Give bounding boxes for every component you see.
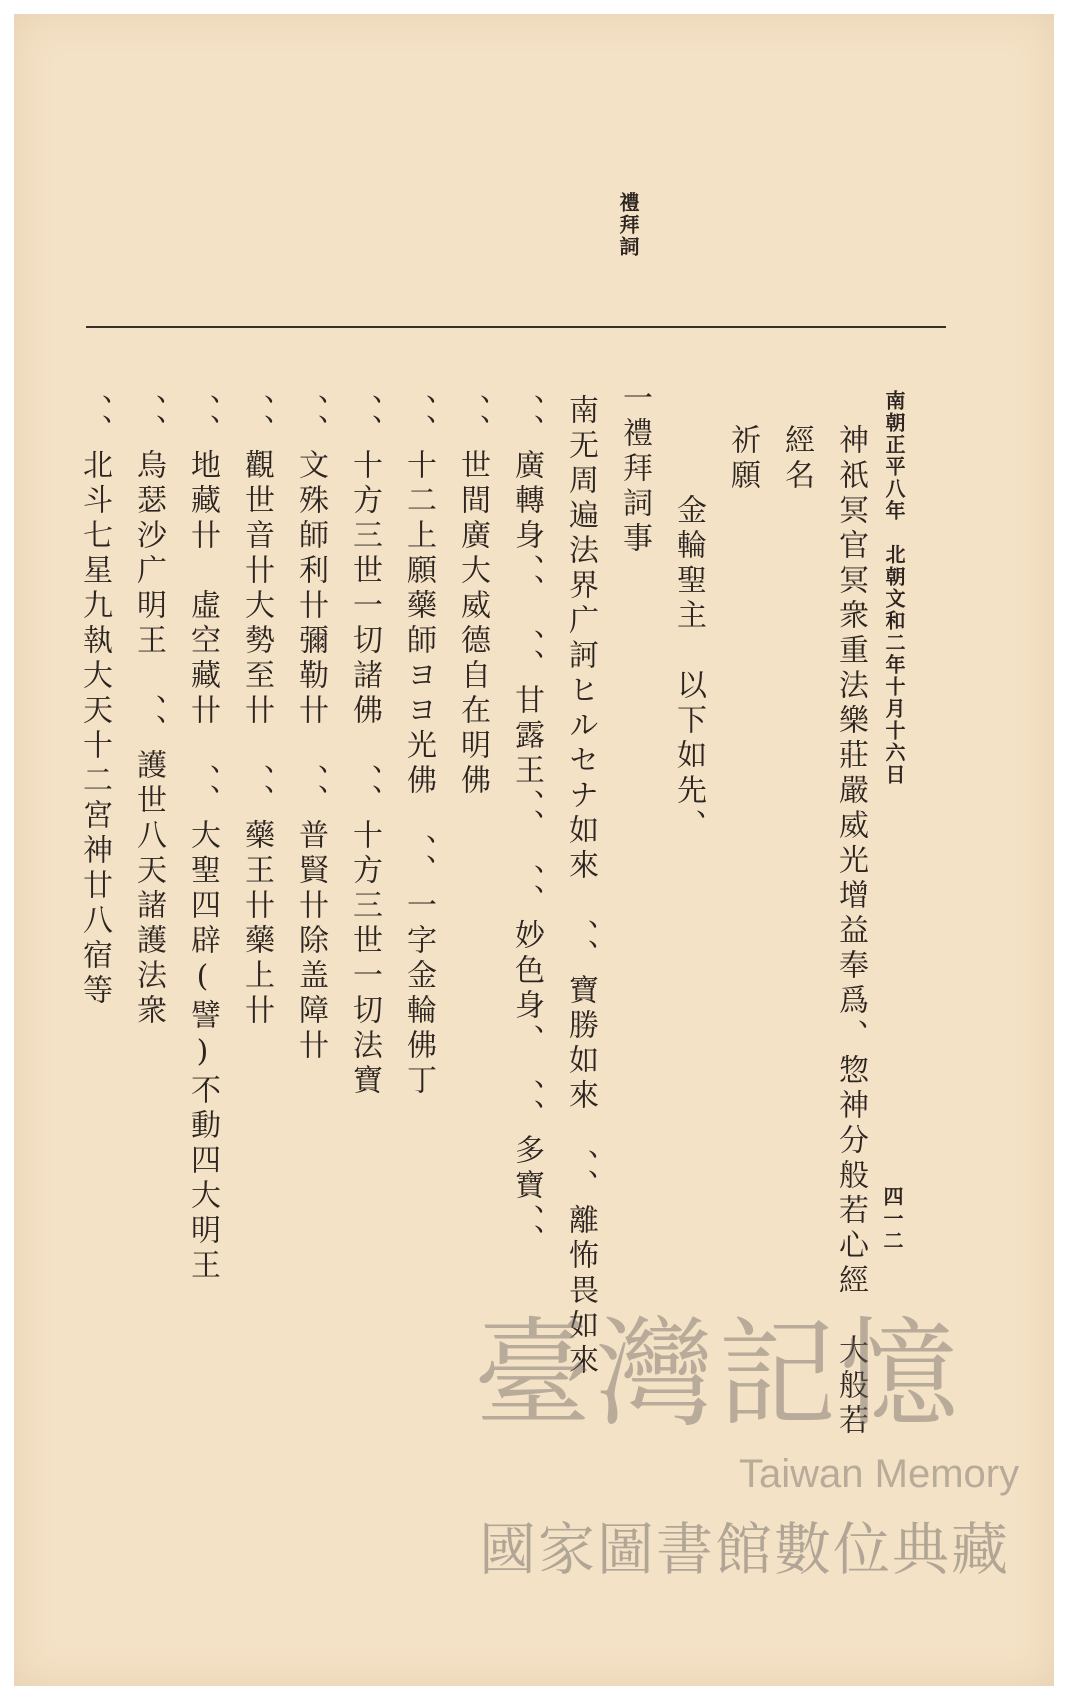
text-column: 、、文殊師利卄彌勒卄 、、普賢卄除盖障卄: [293, 394, 328, 1064]
text-column: 、、烏瑟沙广明王 、、護世八天諸護法衆: [131, 394, 166, 1029]
header-rule: [86, 326, 946, 328]
text-column: 金輪聖主 以下如先、: [671, 494, 706, 844]
text-column: 、、廣轉身、、 、、甘露王、、 、、妙色身、 、、多寶、、: [509, 394, 544, 1259]
text-column: 祈願: [725, 424, 760, 494]
text-column: 、、北斗七星九執大天十二宮神廿八宿等: [77, 394, 112, 1009]
date-column: 南朝正平八年 北朝文和二年十月十六日: [882, 390, 906, 786]
text-column: 、、地藏卄 虛空藏卄 、、大聖四辟(譬)不動四大明王: [185, 394, 220, 1284]
text-column: 、、世間廣大威德自在明佛: [455, 394, 490, 799]
running-header: 禮拜詞: [616, 192, 640, 258]
text-column: 一禮拜詞事: [617, 382, 652, 557]
watermark-library: 國家圖書館數位典藏: [479, 1517, 1010, 1583]
text-column: 、、十二上願藥師ヨヨ光佛 、、一字金輪佛丁: [401, 394, 436, 1099]
watermark-title: 臺灣記憶: [474, 1305, 963, 1443]
book-page: [14, 14, 1054, 1686]
page-number: 四一二: [880, 1186, 904, 1252]
watermark-english: Taiwan Memory: [739, 1452, 1020, 1496]
text-column: 南无周遍法界广訶ヒルセナ如來 、、寶勝如來 、、離怖畏如來: [563, 394, 598, 1379]
text-column: 、、十方三世一切諸佛 、、十方三世一切法寶: [347, 394, 382, 1099]
text-column: 神祇冥官冥衆重法樂莊嚴威光增益奉爲、惣神分般若心經 大般若: [833, 424, 868, 1439]
text-column: 、、觀世音卄大勢至卄 、、藥王卄藥上卄: [239, 394, 274, 1029]
text-column: 經名: [779, 424, 814, 494]
